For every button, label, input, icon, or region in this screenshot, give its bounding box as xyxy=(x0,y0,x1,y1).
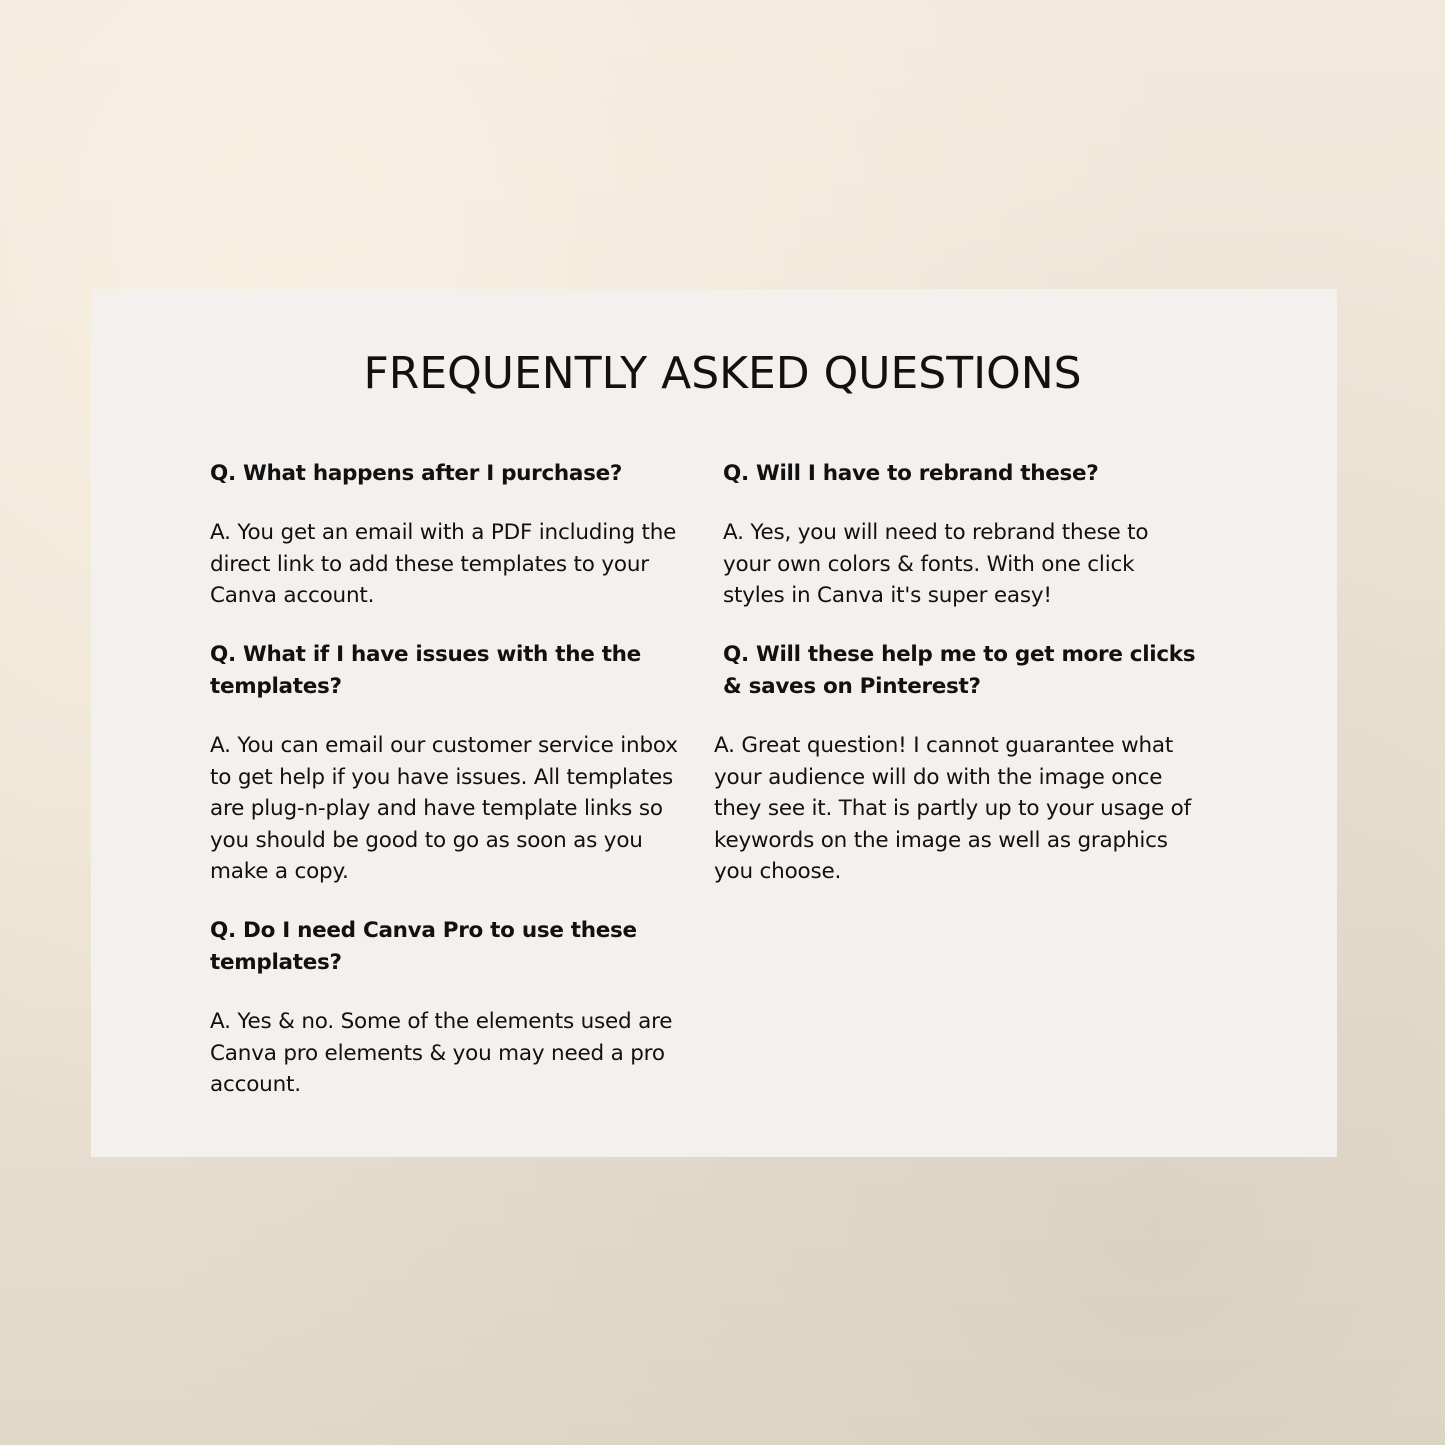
faq-answer: A. Great question! I cannot guarantee what your audience will do with the image once they see it. That is partly up to your usage of keywords on the image as well as graphics you choose. xyxy=(714,733,1191,884)
faq-answer-canva-pro xyxy=(210,1006,690,1101)
faq-question: Q. Will I have to rebrand these? xyxy=(723,461,1099,486)
faq-answer: A. Yes & no. Some of the elements used are Canva pro elements & you may need a pro account. xyxy=(210,1009,673,1097)
faq-question: Q. What happens after I purchase? xyxy=(210,461,623,486)
faq-question: Q. Will these help me to get more clicks & saves on Pinterest? xyxy=(723,642,1196,699)
faq-answer-rebrand xyxy=(723,517,1193,612)
faq-item-canva-pro xyxy=(210,915,650,978)
faq-item-pinterest xyxy=(723,639,1213,702)
faq-answer: A. Yes, you will need to rebrand these to your own colors & fonts. With one click styles in Canva it's super easy! xyxy=(723,520,1149,608)
faq-answer-pinterest xyxy=(714,730,1204,888)
faq-answer-purchase xyxy=(210,517,680,612)
faq-answer: A. You get an email with a PDF including the direct link to add these templates to your Canva account. xyxy=(210,520,677,608)
faq-question: Q. Do I need Canva Pro to use these templates? xyxy=(210,918,637,975)
faq-item-rebrand xyxy=(723,458,1203,490)
page-title: FREQUENTLY ASKED QUESTIONS xyxy=(363,348,1082,399)
faq-item-issues xyxy=(210,639,650,702)
faq-question: Q. What if I have issues with the the templates? xyxy=(210,642,641,699)
faq-item-purchase xyxy=(210,458,680,490)
faq-answer: A. You can email our customer service inbox to get help if you have issues. All templates are plug-n-play and have template links so you should be good to go as soon as you make a copy. xyxy=(210,733,678,884)
faq-answer-issues xyxy=(210,730,680,888)
